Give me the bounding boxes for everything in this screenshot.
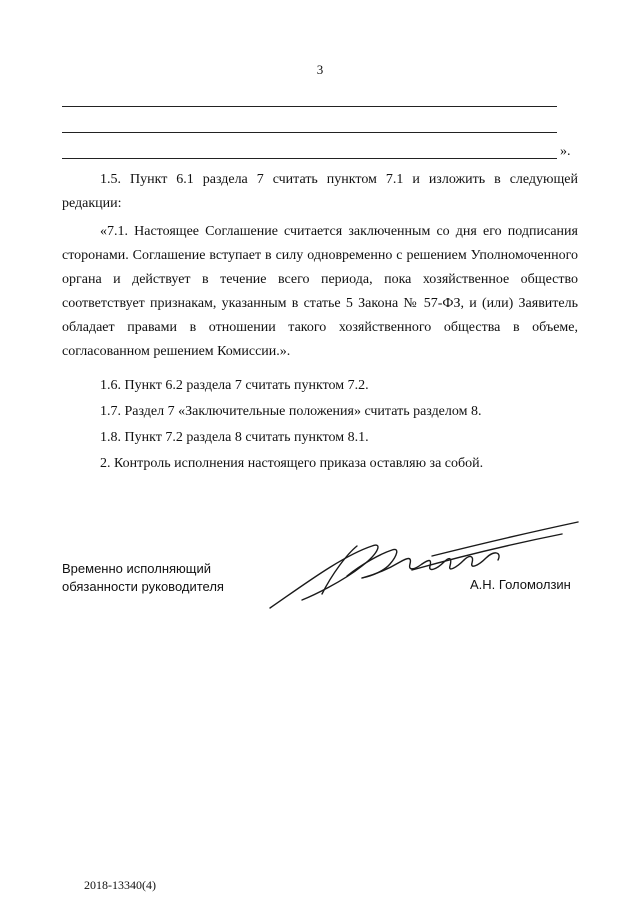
paragraph-1-8: 1.8. Пункт 7.2 раздела 8 считать пунктом 8.1. <box>100 430 369 445</box>
paragraph-1-5: 1.5. Пункт 6.1 раздела 7 считать пунктом 7.1 и изложить в следующей редакции: <box>62 172 578 211</box>
paragraph-7-1-quote: «7.1. Настоящее Соглашение считается заключенным со дня его подписания сторонами. Соглашение вступает в силу одновременно с решением Уполномоченного органа и действует в течение всего периода, пока хозяйственное общество соответствует признакам, указанным в статье 5 Закона № 57-ФЗ, и (или) Заявитель обладает правами в отношении такого хозяйственного общества в объеме, согласованном решением Комиссии.». <box>62 224 578 359</box>
document-number: 2018-13340(4) <box>84 878 156 892</box>
blank-line <box>62 132 557 133</box>
blank-line <box>62 106 557 107</box>
blank-line <box>62 158 557 159</box>
signatory-title <box>62 560 224 596</box>
page-number: 3 <box>316 62 324 77</box>
paragraph-1-6: 1.6. Пункт 6.2 раздела 7 считать пунктом 7.2. <box>100 378 369 393</box>
signatory-title-line2: обязанности руководителя <box>62 579 224 594</box>
paragraph-2: 2. Контроль исполнения настоящего приказа оставляю за собой. <box>100 456 484 471</box>
signatory-name: А.Н. Голомолзин <box>470 577 571 592</box>
handwritten-signature <box>262 516 582 616</box>
closing-quote: ». <box>560 144 571 159</box>
signatory-title-line1: Временно исполняющий <box>62 561 212 576</box>
paragraph-1-7: 1.7. Раздел 7 «Заключительные положения» считать разделом 8. <box>100 404 482 419</box>
